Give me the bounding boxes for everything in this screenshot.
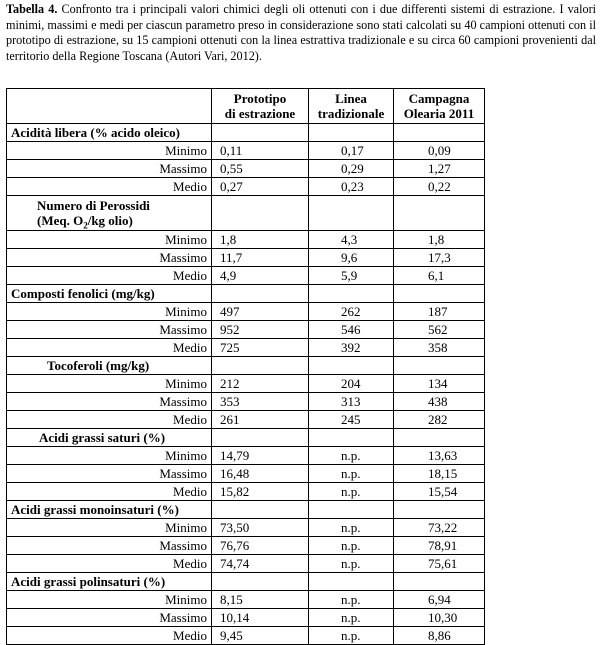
cell-value: 353 <box>212 393 309 411</box>
cell-value: n.p. <box>309 447 394 465</box>
row-label: Minimo <box>7 519 212 537</box>
table-row <box>7 447 485 465</box>
header-row <box>7 89 485 124</box>
table-row <box>7 519 485 537</box>
cell-value: n.p. <box>309 465 394 483</box>
row-label: Minimo <box>7 591 212 609</box>
cell-value: 10,14 <box>212 609 309 627</box>
cell-value: 73,22 <box>394 519 485 537</box>
cell-value: 0,55 <box>212 160 309 178</box>
cell-value: 952 <box>212 321 309 339</box>
cell-value: 5,9 <box>309 267 394 285</box>
cell-value: 313 <box>309 393 394 411</box>
cell-value: n.p. <box>309 609 394 627</box>
row-label: Massimo <box>7 321 212 339</box>
cell-value: 1,8 <box>212 231 309 249</box>
cell-value: 78,91 <box>394 537 485 555</box>
cell-value: 8,15 <box>212 591 309 609</box>
section-header-perossidi <box>7 196 485 231</box>
table-row <box>7 267 485 285</box>
cell-value: n.p. <box>309 555 394 573</box>
row-label: Medio <box>7 178 212 196</box>
header-campagna: Campagna Olearia 2011 <box>394 89 485 124</box>
row-label: Massimo <box>7 393 212 411</box>
cell-value: n.p. <box>309 627 394 645</box>
cell-value: 546 <box>309 321 394 339</box>
cell-value: 392 <box>309 339 394 357</box>
cell-value: 74,74 <box>212 555 309 573</box>
table-row <box>7 591 485 609</box>
section-header-polinsaturi <box>7 573 485 591</box>
cell-value: 0,22 <box>394 178 485 196</box>
section-title: Acidi grassi saturi (%) <box>7 429 212 447</box>
table-row <box>7 249 485 267</box>
cell-value: 13,63 <box>394 447 485 465</box>
section-title: Acidi grassi polinsaturi (%) <box>7 573 212 591</box>
cell-value: 1,27 <box>394 160 485 178</box>
table-row <box>7 627 485 645</box>
cell-value: 8,86 <box>394 627 485 645</box>
cell-value: 497 <box>212 303 309 321</box>
cell-value: 0,27 <box>212 178 309 196</box>
cell-value: 261 <box>212 411 309 429</box>
cell-value: 15,82 <box>212 483 309 501</box>
section-header-fenolici <box>7 285 485 303</box>
table-row <box>7 160 485 178</box>
table-row <box>7 537 485 555</box>
section-title: Composti fenolici (mg/kg) <box>7 285 212 303</box>
row-label: Minimo <box>7 375 212 393</box>
cell-value: n.p. <box>309 537 394 555</box>
cell-value: 11,7 <box>212 249 309 267</box>
section-title: Acidi grassi monoinsaturi (%) <box>7 501 212 519</box>
section-header-saturi <box>7 429 485 447</box>
table-row <box>7 465 485 483</box>
cell-value: 9,45 <box>212 627 309 645</box>
cell-value: 0,29 <box>309 160 394 178</box>
cell-value: 438 <box>394 393 485 411</box>
comparison-table <box>6 88 485 645</box>
cell-value: 282 <box>394 411 485 429</box>
cell-value: n.p. <box>309 591 394 609</box>
cell-value: 0,11 <box>212 142 309 160</box>
cell-value: 245 <box>309 411 394 429</box>
cell-value: 1,8 <box>394 231 485 249</box>
row-label: Massimo <box>7 465 212 483</box>
cell-value: 9,6 <box>309 249 394 267</box>
row-label: Medio <box>7 627 212 645</box>
table-row <box>7 321 485 339</box>
row-label: Medio <box>7 339 212 357</box>
caption-text: Confronto tra i principali valori chimici degli oli ottenuti con i due differenti sistemi di estrazione. I valori minimi, massimi e medi per ciascun parametro preso in considerazione sono stati calcolati su 40 campioni ottenuti con il prototipo di estrazione, su 15 campioni ottenuti con la linea estrattiva tradizionale e su circa 60 campioni provenienti dal territorio della Regione Toscana (Autori Vari, 2012). <box>6 2 597 63</box>
row-label: Minimo <box>7 303 212 321</box>
section-title: Acidità libera (% acido oleico) <box>7 124 212 142</box>
cell-value: 14,79 <box>212 447 309 465</box>
cell-value: 204 <box>309 375 394 393</box>
cell-value: 187 <box>394 303 485 321</box>
section-header-tocoferoli <box>7 357 485 375</box>
row-label: Medio <box>7 267 212 285</box>
table-caption <box>6 2 596 64</box>
section-title: Tocoferoli (mg/kg) <box>7 357 212 375</box>
cell-value: 4,3 <box>309 231 394 249</box>
cell-value: 358 <box>394 339 485 357</box>
cell-value: 0,17 <box>309 142 394 160</box>
section-title: Numero di Perossidi (Meq. $O_2/kg$ olio) <box>7 196 212 231</box>
row-label: Minimo <box>7 231 212 249</box>
table-row <box>7 339 485 357</box>
cell-value: 6,94 <box>394 591 485 609</box>
table-row <box>7 178 485 196</box>
cell-value: 262 <box>309 303 394 321</box>
table-row <box>7 483 485 501</box>
table-row <box>7 393 485 411</box>
header-linea: Linea tradizionale <box>309 89 394 124</box>
cell-value: 10,30 <box>394 609 485 627</box>
header-empty-cell <box>7 89 212 124</box>
cell-value: 76,76 <box>212 537 309 555</box>
cell-value: 16,48 <box>212 465 309 483</box>
row-label: Minimo <box>7 447 212 465</box>
cell-value: 134 <box>394 375 485 393</box>
cell-value: 212 <box>212 375 309 393</box>
row-label: Medio <box>7 483 212 501</box>
section-header-monoinsaturi <box>7 501 485 519</box>
row-label: Massimo <box>7 537 212 555</box>
cell-value: 75,61 <box>394 555 485 573</box>
cell-value: 18,15 <box>394 465 485 483</box>
cell-value: 0,09 <box>394 142 485 160</box>
row-label: Minimo <box>7 142 212 160</box>
row-label: Medio <box>7 411 212 429</box>
table-row <box>7 375 485 393</box>
row-label: Massimo <box>7 249 212 267</box>
table-row <box>7 303 485 321</box>
table-row <box>7 231 485 249</box>
cell-value: 73,50 <box>212 519 309 537</box>
cell-value: 562 <box>394 321 485 339</box>
row-label: Massimo <box>7 160 212 178</box>
cell-value: 17,3 <box>394 249 485 267</box>
cell-value: 6,1 <box>394 267 485 285</box>
table-row <box>7 142 485 160</box>
cell-value: 4,9 <box>212 267 309 285</box>
cell-value: 15,54 <box>394 483 485 501</box>
cell-value: 725 <box>212 339 309 357</box>
row-label: Massimo <box>7 609 212 627</box>
header-prototipo: Prototipo di estrazione <box>212 89 309 124</box>
cell-value: 0,23 <box>309 178 394 196</box>
table-row <box>7 411 485 429</box>
cell-value: n.p. <box>309 483 394 501</box>
table-row <box>7 555 485 573</box>
cell-value: n.p. <box>309 519 394 537</box>
caption-label: Tabella 4. <box>6 2 58 16</box>
section-header-acidita <box>7 124 485 142</box>
row-label: Medio <box>7 555 212 573</box>
table-row <box>7 609 485 627</box>
